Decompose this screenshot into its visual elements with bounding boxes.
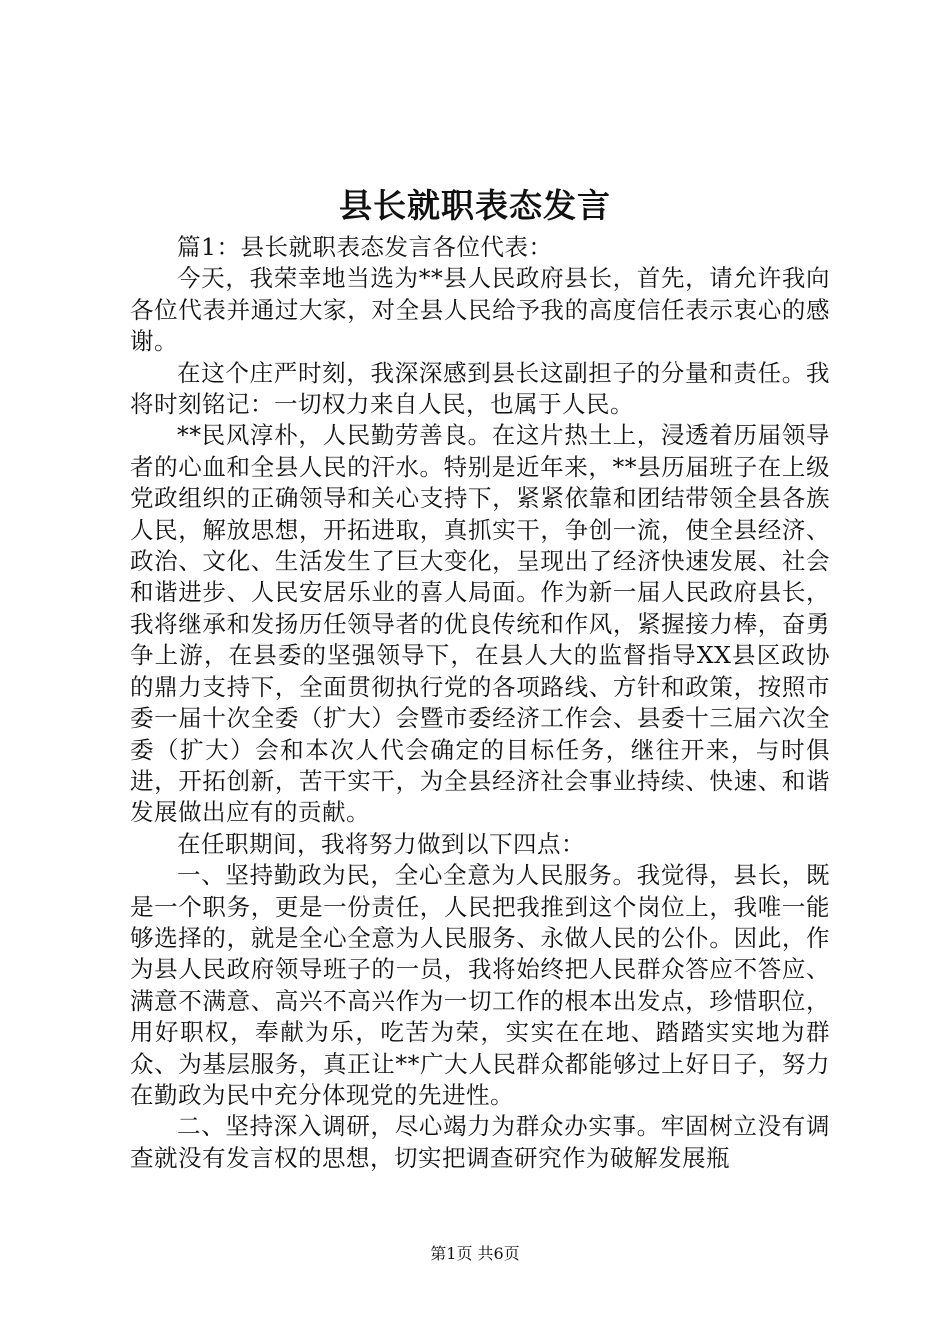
paragraph: 篇1：县长就职表态发言各位代表：	[177, 233, 553, 261]
paragraph: 在这个庄严时刻，我深深感到县长这副担子的分量和责任。我将时刻铭记：一切权力来自人民，也属于人民。	[130, 358, 830, 419]
document-title: 县长就职表态发言	[339, 186, 611, 225]
paragraph: 在任职期间，我将努力做到以下四点：	[177, 829, 585, 858]
document-body	[130, 232, 830, 1174]
paragraph: **民风淳朴，人民勤劳善良。在这片热土上，浸透着历届领导者的心血和全县人民的汗水。特别是近年来，**县历届班子在上级党政组织的正确领导和关心支持下，紧紧依靠和团结带领全县各族人民，解放思想，开拓进取，真抓实干，争创一流，使全县经济、政治、文化、生活发生了巨大变化，呈现出了经济快速发展、社会和谐进步、人民安居乐业的喜人局面。作为新一届人民政府县长，我将继承和发扬历任领导者的优良传统和作风，紧握接力棒，奋勇争上游，在县委的坚强领导下，在县人大的监督指导XX县区政协的鼎力支持下，全面贯彻执行党的各项路线、方针和政策，按照市委一届十次全委（扩大）会暨市委经济工作会、县委十三届六次全委（扩大）会和本次人代会确定的目标任务，继往开来，与时俱进，开拓创新，苦干实干，为全县经济社会事业持续、快速、和谐发展做出应有的贡献。	[130, 421, 830, 827]
paragraph: 一、坚持勤政为民，全心全意为人民服务。我觉得，县长，既是一个职务，更是一份责任，人民把我推到这个岗位上，我唯一能够选择的，就是全心全意为人民服务、永做人民的公仆。因此，作为县人民政府领导班子的一员，我将始终把人民群众答应不答应、满意不满意、高兴不高兴作为一切工作的根本出发点，珍惜职位，用好职权，奉献为乐，吃苦为荣，实实在在地、踏踏实实地为群众、为基层服务，真正让**广大人民群众都能够过上好日子，努力在勤政为民中充分体现党的先进性。	[130, 861, 830, 1109]
page-footer: 第1页 共6页	[430, 1244, 520, 1263]
paragraph: 二、坚持深入调研，尽心竭力为群众办实事。牢固树立没有调查就没有发言权的思想，切实把调查研究作为破解发展瓶	[130, 1112, 830, 1172]
paragraph: 今天，我荣幸地当选为**县人民政府县长，首先，请允许我向各位代表并通过大家，对全县人民给予我的高度信任表示衷心的感谢。	[130, 264, 830, 356]
